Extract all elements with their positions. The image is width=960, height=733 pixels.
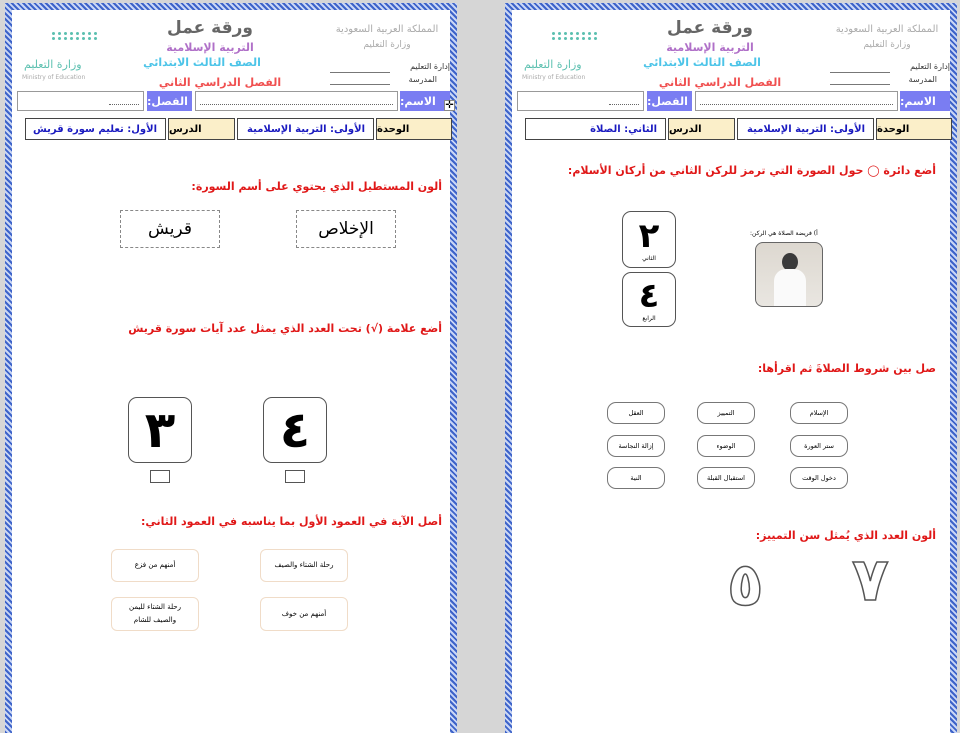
condition-item[interactable]: استقبال القبلة — [697, 467, 755, 489]
match-col1-item[interactable]: أمنهم من خوف — [260, 597, 348, 631]
school-label: المدرسة — [908, 75, 937, 84]
question-1: ألون المستطيل الذي يحتوي على أسم السورة: — [191, 180, 442, 193]
question-1: أضع دائرة ◯ حول الصورة التي ترمز للركن الثاني من أركان الأسلام: — [567, 164, 936, 177]
edu-admin-label: إدارة التعليم — [910, 62, 950, 71]
grade: الصف الثالث الابتدائي — [643, 56, 761, 69]
condition-item[interactable]: إزالة النجاسة — [607, 435, 665, 457]
number-card-4: ٤ — [263, 397, 327, 463]
page-title: ورقة عمل — [167, 18, 253, 38]
outline-number-7[interactable]: ٧ — [852, 545, 889, 615]
card-number: ٢ — [638, 215, 660, 256]
question-3: ألون العدد الذي يُمثل سن التمييز: — [755, 529, 936, 542]
semester: الفصل الدراسي الثاني — [158, 76, 282, 89]
checkbox-4[interactable] — [285, 470, 305, 483]
unit-label: الوحدة — [876, 118, 952, 140]
match-col2-item[interactable]: رحلة الشتاء لليمن والصيف للشام — [111, 597, 199, 631]
rukn-card-4[interactable] — [622, 272, 676, 327]
school-field[interactable] — [330, 84, 390, 85]
photo-caption: أ) فريضة الصلاة هي الركن: — [750, 230, 818, 237]
school-label: المدرسة — [408, 75, 437, 84]
ministry-name-en: Ministry of Education — [22, 74, 86, 81]
card-number: ٤ — [638, 275, 660, 316]
rukn-card-2[interactable] — [622, 211, 676, 268]
school-field[interactable] — [830, 84, 890, 85]
ministry-name-en: Ministry of Education — [522, 74, 586, 81]
card-word: الرابع — [642, 314, 656, 322]
unit-value: الأولى: التربية الإسلامية — [737, 118, 874, 140]
kingdom-ministry: وزارة التعليم — [863, 40, 911, 50]
worksheet-page-left — [5, 3, 457, 733]
lesson-value: الأول: تعليم سورة قريش — [25, 118, 166, 140]
name-label: الاسم: — [900, 91, 950, 111]
match-col1-item[interactable]: رحلة الشتاء والصيف — [260, 549, 348, 582]
name-label: الاسم: — [400, 91, 450, 111]
edu-admin-label: إدارة التعليم — [410, 62, 450, 71]
class-field[interactable] — [517, 91, 644, 111]
unit-value: الأولى: التربية الإسلامية — [237, 118, 374, 140]
condition-item[interactable]: التمييز — [697, 402, 755, 424]
class-label: الفصل: — [647, 91, 692, 111]
surah-option-quraysh[interactable]: قريش — [120, 210, 220, 248]
edu-admin-field[interactable] — [330, 72, 390, 73]
condition-item[interactable]: النية — [607, 467, 665, 489]
unit-label: الوحدة — [376, 118, 452, 140]
name-field[interactable] — [195, 91, 398, 111]
condition-item[interactable]: الإسلام — [790, 402, 848, 424]
lesson-value: الثاني: الصلاة — [525, 118, 666, 140]
ministry-name: وزارة التعليم — [524, 58, 582, 71]
kingdom-logo: المملكة العربية السعودية — [335, 24, 439, 35]
question-2: أضع علامة (√) تحت العدد الذي يمثل عدد آيات سورة قريش — [128, 322, 442, 335]
semester: الفصل الدراسي الثاني — [658, 76, 782, 89]
condition-item[interactable]: ستر العورة — [790, 435, 848, 457]
card-word: الثاني — [642, 254, 656, 262]
lesson-label: الدرس — [668, 118, 735, 140]
name-field[interactable] — [695, 91, 898, 111]
class-label: الفصل: — [147, 91, 192, 111]
lesson-label: الدرس — [168, 118, 235, 140]
condition-item[interactable]: العقل — [607, 402, 665, 424]
outline-number-5[interactable]: ٥ — [727, 550, 764, 620]
surah-option-ikhlas[interactable]: الإخلاص — [296, 210, 396, 248]
checkbox-3[interactable] — [150, 470, 170, 483]
table-move-handle-icon[interactable]: ✛ — [445, 100, 454, 111]
condition-item[interactable]: الوضوء — [697, 435, 755, 457]
question-3: أصل الآية في العمود الأول بما يناسبه في العمود الثاني: — [140, 515, 442, 528]
subject: التربية الإسلامية — [166, 41, 254, 54]
praying-boy-image[interactable] — [755, 242, 823, 307]
page-title: ورقة عمل — [667, 18, 753, 38]
subject: التربية الإسلامية — [666, 41, 754, 54]
ministry-name: وزارة التعليم — [24, 58, 82, 71]
kingdom-logo: المملكة العربية السعودية — [835, 24, 939, 35]
number-card-3: ٣ — [128, 397, 192, 463]
question-2: صل بين شروط الصلاةَ ثم اقرأها: — [757, 362, 936, 375]
condition-item[interactable]: دخول الوقت — [790, 467, 848, 489]
class-field[interactable] — [17, 91, 144, 111]
edu-admin-field[interactable] — [830, 72, 890, 73]
ministry-logo-icon — [52, 32, 98, 40]
worksheet-page-right — [505, 3, 957, 733]
kingdom-ministry: وزارة التعليم — [363, 40, 411, 50]
ministry-logo-icon — [552, 32, 598, 40]
grade: الصف الثالث الابتدائي — [143, 56, 261, 69]
match-col2-item[interactable]: أمنهم من فزع — [111, 549, 199, 582]
